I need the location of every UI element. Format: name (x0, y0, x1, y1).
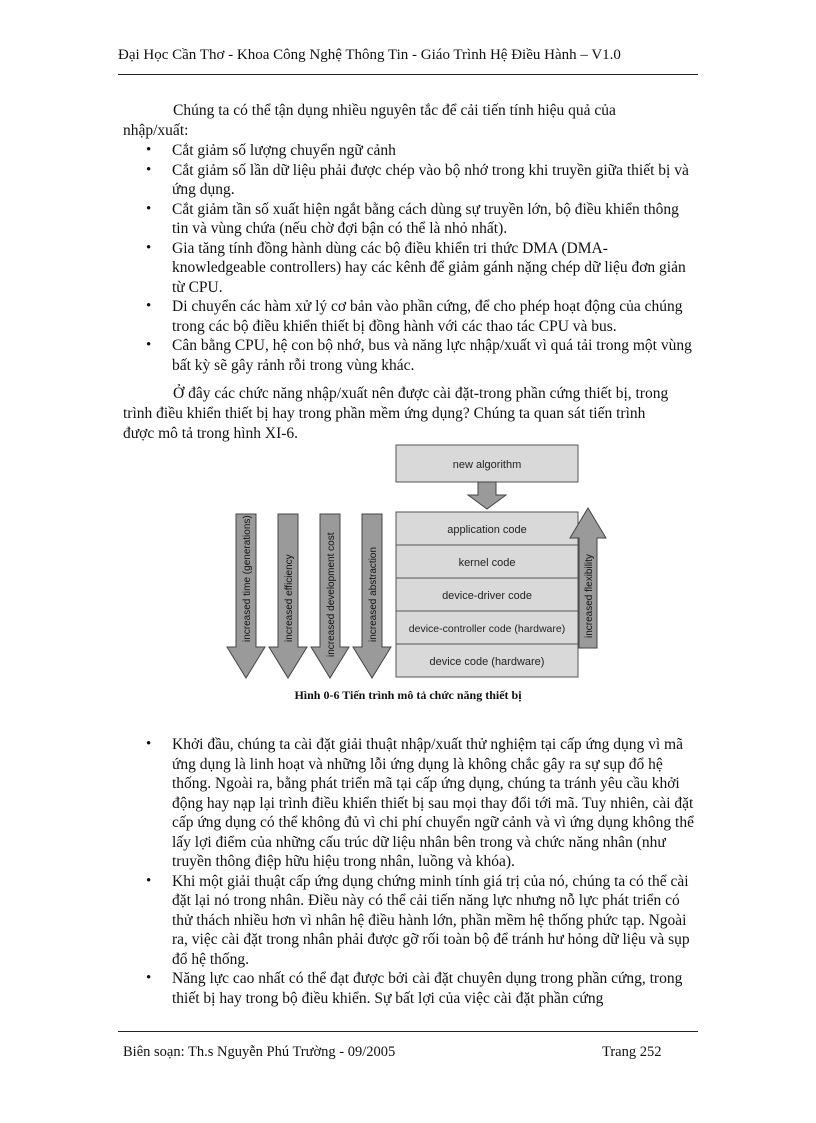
list-item: • Năng lực cao nhất có thể đạt được bởi cài đặt chuyên dụng trong phần cứng, trong thiết bị hay trong bộ điều khiển. Sự bất lợi của việc cài đặt phần cứng (138, 969, 698, 1008)
intro-line-2: nhập/xuất: (123, 122, 189, 139)
figure-caption: Hình 0-6 Tiến trình mô tả chức năng thiết bị (294, 688, 522, 702)
intro-line-1: Chúng ta có thể tận dụng nhiều nguyên tắc để cải tiến tính hiệu quả của (173, 102, 616, 119)
para2-line-1: Ở đây các chức năng nhập/xuất nên được cài đặt-trong phần cứng thiết bị, trong (173, 385, 669, 402)
down-arrow-icon (468, 482, 506, 509)
list-item: • Cắt giảm số lần dữ liệu phải được chép vào bộ nhớ trong khi truyền giữa thiết bị và ứng dụng. (138, 161, 698, 200)
device-functionality-figure (226, 442, 616, 682)
stack-label: device code (hardware) (429, 656, 545, 668)
arrow-label: increased abstraction (368, 546, 379, 642)
header-divider (118, 74, 698, 75)
list-item: • Cân bằng CPU, hệ con bộ nhớ, bus và năng lực nhập/xuất vì quá tải trong một vùng bất kỳ sẽ gây rảnh rỗi trong vùng khác. (138, 336, 698, 375)
stack-label: device-driver code (442, 590, 532, 602)
implementation-progression-list (138, 735, 698, 1008)
new-algorithm-label: new algorithm (452, 459, 522, 471)
para2-line-3: được mô tả trong hình XI-6. (123, 425, 299, 442)
efficiency-principles-list (138, 141, 698, 375)
list-item: • Khởi đầu, chúng ta cài đặt giải thuật nhập/xuất thử nghiệm tại cấp ứng dụng vì mã ứng dụng là linh hoạt và những lỗi ứng dụng là không chắc gây ra sự sụp đổ hệ thống. Ngoài ra, bằng phát triển mã tại cấp ứng dụng, chúng ta tránh yêu cầu khởi động hay nạp lại trình điều khiển thiết bị sau mọi thay đổi tới mã. Tuy nhiên, cài đặt cấp ứng dụng có thể không đủ vì chi phí chuyển ngữ cảnh và vì ứng dụng không thể lấy lợi điểm của những cấu trúc dữ liệu nhân bên trong và chức năng nhân (như truyền thông điệp hữu hiệu trong nhân, luồng và khóa). (138, 735, 698, 872)
list-item: • Cắt giảm số lượng chuyển ngữ cảnh (138, 141, 698, 161)
para2-line-2: trình điều khiển thiết bị hay trong phần mềm ứng dụng? Chúng ta quan sát tiến trình (123, 405, 646, 422)
page-header: Đại Học Cần Thơ - Khoa Công Nghệ Thông Tin - Giáo Trình Hệ Điều Hành – V1.0 (118, 47, 621, 63)
page-number: Trang 252 (602, 1044, 662, 1060)
arrow-label: increased flexibility (584, 554, 595, 638)
arrow-label: increased efficiency (284, 554, 295, 642)
footer-author: Biên soạn: Th.s Nguyễn Phú Trường - 09/2005 (123, 1044, 396, 1060)
list-item: • Gia tăng tính đồng hành dùng các bộ điều khiển tri thức DMA (DMA-knowledgeable controllers) hay các kênh để giảm gánh nặng chép dữ liệu đơn giản từ CPU. (138, 239, 698, 298)
arrow-label: increased time (generations) (242, 515, 253, 642)
footer-divider (118, 1031, 698, 1032)
stack-label: device-controller code (hardware) (408, 623, 566, 635)
stack-label: application code (447, 524, 527, 536)
list-item: • Di chuyển các hàm xử lý cơ bản vào phần cứng, để cho phép hoạt động của chúng trong các bộ điều khiển thiết bị đồng hành với các thao tác CPU và bus. (138, 297, 698, 336)
list-item: • Cắt giảm tần số xuất hiện ngắt bằng cách dùng sự truyền lớn, bộ điều khiển thông tin và vùng chứa (nếu chờ đợi bận có thể là nhỏ nhất). (138, 200, 698, 239)
stack-label: kernel code (458, 557, 516, 569)
list-item: • Khi một giải thuật cấp ứng dụng chứng minh tính giá trị của nó, chúng ta có thể cài đặt lại nó trong nhân. Điều này có thể cải tiến năng lực nhưng nỗ lực phát triển có thử thách nhiều hơn vì nhân hệ điều hành lớn, phần mềm hệ thống phức tạp. Ngoài ra, việc cài đặt trong nhân phải được gỡ rối toàn bộ để tránh hư hỏng dữ liệu và sụp đổ hệ thống. (138, 872, 698, 970)
arrow-label: increased development cost (326, 532, 337, 657)
